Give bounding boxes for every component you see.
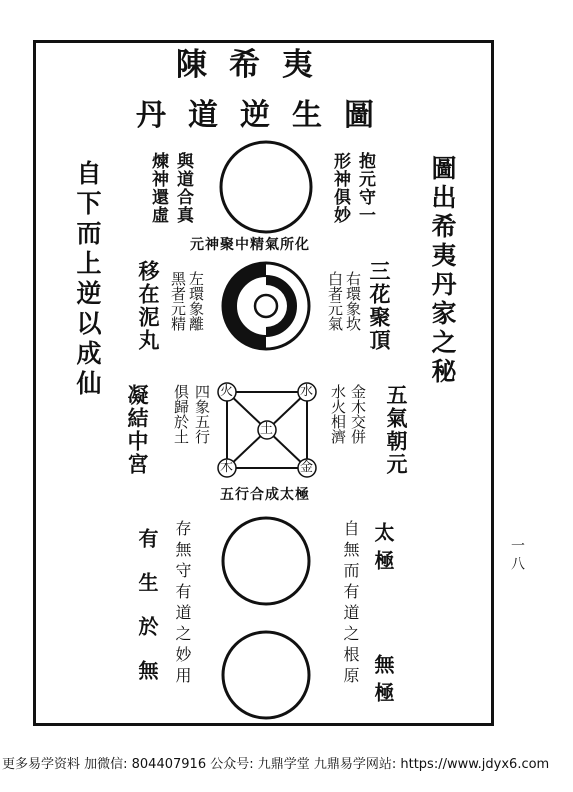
circle-top bbox=[221, 142, 311, 232]
yin-yang-circle bbox=[223, 263, 309, 349]
row1-caption: 元神聚中精氣所化 bbox=[190, 237, 310, 253]
row1-left-inner: 與道合真 bbox=[173, 152, 193, 224]
node-fire: 火 bbox=[220, 384, 234, 399]
row4-right-inner: 自無而有道之根原 bbox=[341, 520, 360, 688]
row1-right-inner: 形神俱妙 bbox=[330, 152, 350, 224]
row4-right-outer-bottom: 無極 bbox=[371, 654, 395, 710]
footer-watermark: 更多易学资料 加微信: 804407916 公众号: 九鼎学堂 九鼎易学网站: https://www.jdyx6.com bbox=[2, 757, 550, 772]
header-title: 陳希夷 bbox=[176, 47, 335, 83]
row3-right-outer: 五氣朝元 bbox=[384, 384, 409, 476]
left-vertical-title: 自下而上逆以成仙 bbox=[73, 160, 102, 400]
row4-right-outer-top: 太極 bbox=[371, 522, 395, 578]
row3-right-inner-1: 金木交併 bbox=[349, 384, 367, 444]
right-vertical-title: 圖出希夷丹家之秘 bbox=[428, 155, 457, 387]
circle-wuji bbox=[223, 632, 309, 718]
row4-left-inner: 存無守有道之妙用 bbox=[173, 520, 192, 688]
row2-left-inner-1: 左環象離 bbox=[187, 271, 205, 331]
row3-left-outer: 凝結中宮 bbox=[125, 384, 150, 476]
row3-left-inner-1: 四象五行 bbox=[193, 384, 211, 444]
row2-left-inner-2: 黑者元精 bbox=[169, 271, 187, 331]
diagram-title: 丹道逆生圖 bbox=[136, 98, 396, 133]
row2-right-inner-2: 白者元氣 bbox=[326, 271, 344, 331]
node-metal: 金 bbox=[300, 460, 314, 475]
row4-left-outer: 有生於無 bbox=[135, 528, 159, 704]
row1-right-outer: 抱元守一 bbox=[355, 152, 375, 224]
row3-caption: 五行合成太極 bbox=[220, 487, 310, 503]
row2-left-outer: 移在泥丸 bbox=[136, 260, 161, 352]
node-water: 水 bbox=[300, 384, 314, 399]
node-wood: 木 bbox=[220, 460, 234, 475]
page-number: 一八 bbox=[509, 538, 525, 574]
row3-right-inner-2: 水火相濟 bbox=[329, 384, 347, 444]
circle-taiji bbox=[223, 518, 309, 604]
row2-right-inner-1: 右環象坎 bbox=[344, 271, 362, 331]
row1-left-outer: 煉神還虛 bbox=[148, 152, 168, 224]
node-earth: 土 bbox=[260, 422, 274, 437]
row2-right-outer: 三花聚頂 bbox=[367, 260, 392, 352]
row3-left-inner-2: 俱歸於土 bbox=[172, 384, 190, 444]
